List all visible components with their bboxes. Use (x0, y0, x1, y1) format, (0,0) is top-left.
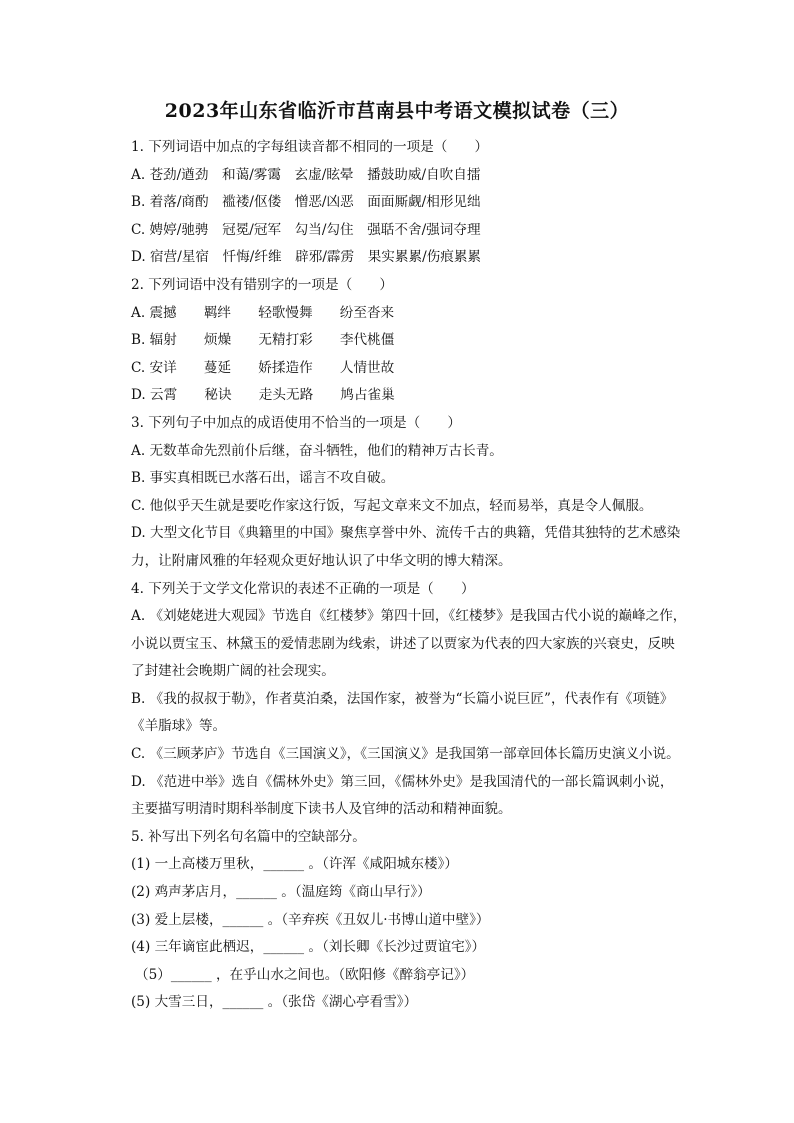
question-1 (131, 134, 711, 272)
option-a-line1: A. 《刘姥姥进大观园》节选自《红楼梦》第四十回，《红楼梦》是我国古代小说的巅峰之作， (131, 608, 687, 625)
option-b: B. 着落/商酌 褴褛/伛偻 憎恶/凶恶 面面厮觑/相形见绌 (131, 194, 481, 211)
option-c: C. 安详 蔓延 娇揉造作 人情世故 (131, 359, 395, 376)
question-stem: 1. 下列词语中加点的字每组读音都不相同的一项是（ ） (131, 139, 489, 155)
option-a-line2: 小说以贾宝玉、林黛玉的爱情悲剧为线索，讲述了以贾家为代表的四大家族的兴衰史，反映 (131, 635, 675, 652)
option-d: D. 宿营/星宿 忏悔/纤维 辟邪/霹雳 果实累累/伤痕累累 (131, 249, 482, 266)
option-a: A. 苍劲/遒劲 和蔼/雾霭 玄虚/眩晕 播鼓助威/自吹自擂 (131, 166, 481, 183)
option-d-line2: 主要描写明清时期科举制度下读书人及官绅的活动和精神面貌。 (131, 801, 512, 818)
option-c: C. 娉婷/驰骋 冠冕/冠军 勾当/勾住 强聒不舍/强词夺理 (131, 221, 481, 238)
fill-item-1: (1) 一上高楼万里秋，______ 。（许浑《咸阳城东楼》） (131, 856, 458, 873)
fill-item-5: （5）______ ，在乎山水之间也。（欧阳修《醉翁亭记》） (135, 966, 475, 983)
question-stem: 2. 下列词语中没有错别字的一项是（ ） (131, 276, 393, 293)
question-list (131, 134, 711, 1017)
option-d-line2: 力，让附庸风雅的年轻观众更好地认识了中华文明的博大精深。 (131, 552, 512, 569)
page-title: 2023年山东省临沂市莒南县中考语文模拟试卷（三） (164, 100, 630, 122)
fill-item-6: (5) 大雪三日，______ 。（张岱《湖心亭看雪》） (131, 994, 418, 1011)
fill-item-3: (3) 爱上层楼，______ 。（辛弃疾《丑奴儿·书博山道中壁》） (131, 911, 490, 928)
option-c: C. 他似乎天生就是要吃作家这行饭，写起文章来文不加点，轻而易举，真是令人佩服。 (131, 497, 653, 514)
question-stem: 5. 补写出下列名句名篇中的空缺部分。 (131, 828, 366, 845)
option-d-line1: D. 《范进中举》选自《儒林外史》第三回，《儒林外史》是我国清代的一部长篇讽刺小说， (131, 773, 674, 790)
option-a-line3: 了封建社会晚期广阔的社会现实。 (131, 663, 335, 680)
fill-item-4: (4) 三年谪宦此栖迟，______ 。（刘长卿《长沙过贾谊宅》） (131, 939, 486, 956)
option-b: B. 辐射 烦燥 无精打彩 李代桃僵 (131, 332, 395, 349)
question-5 (131, 824, 711, 1017)
option-c: C. 《三顾茅庐》节选自《三国演义》，《三国演义》是我国第一部章回体长篇历史演义小说。 (131, 746, 680, 763)
question-stem: 4. 下列关于文学文化常识的表述不正确的一项是（ ） (131, 580, 475, 597)
question-2 (131, 272, 711, 410)
option-b-line1: B. 《我的叔叔于勒》，作者莫泊桑，法国作家，被誉为“长篇小说巨匠”，代表作有《项链》 (131, 690, 674, 707)
option-a: A. 震撼 羁绊 轻歌慢舞 纷至沓来 (131, 304, 395, 321)
option-b-line2: 《羊脂球》等。 (131, 718, 227, 735)
question-3 (131, 410, 711, 576)
option-d: D. 云霄 秘诀 走头无路 鸠占雀巢 (131, 387, 395, 404)
question-4 (131, 576, 711, 824)
question-stem: 3. 下列句子中加点的成语使用不恰当的一项是（ ） (131, 414, 461, 431)
option-a: A. 无数革命先烈前仆后继，奋斗牺牲，他们的精神万古长青。 (131, 442, 503, 459)
option-d-line1: D. 大型文化节目《典籍里的中国》聚焦享誉中外、流传千古的典籍，凭借其独特的艺术感染 (131, 525, 681, 542)
option-b: B. 事实真相既已水落石出，谣言不攻自破。 (131, 470, 395, 487)
fill-item-2: (2) 鸡声茅店月，______ 。（温庭筠《商山早行》） (131, 884, 431, 901)
